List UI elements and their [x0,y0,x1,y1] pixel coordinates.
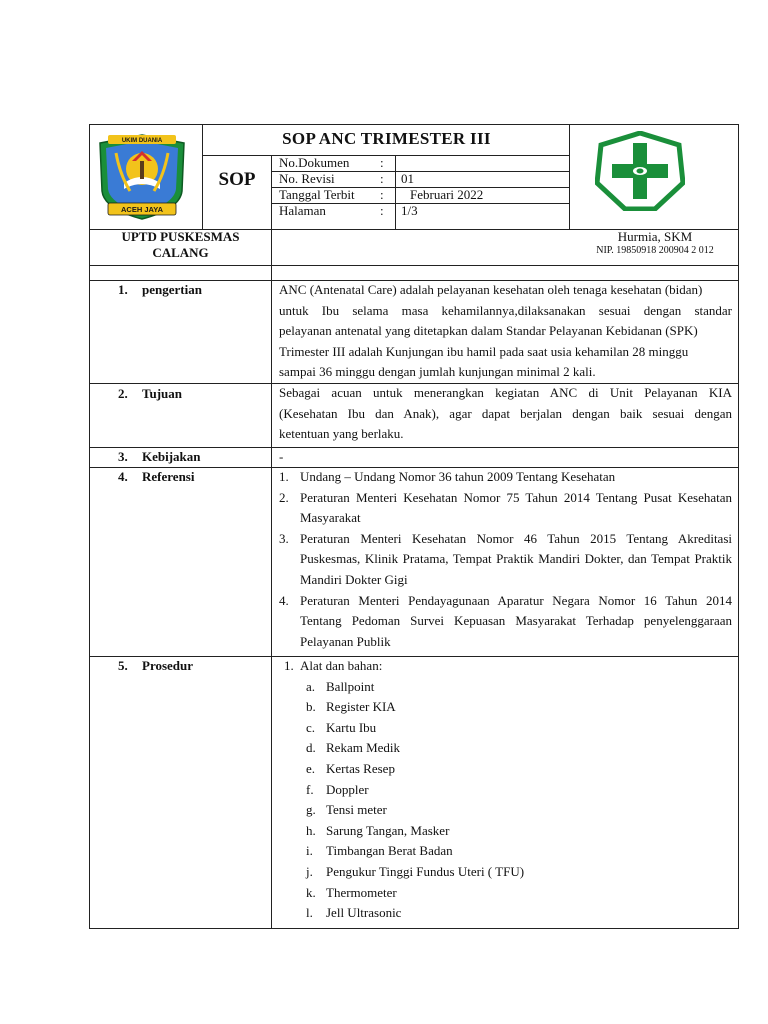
meta-key: No. Revisi [279,171,335,186]
section-label-prosedur [118,657,193,675]
item-letter: g. [306,802,316,818]
item-text: Thermometer [326,884,397,900]
item-text: Tensi meter [326,802,387,818]
procedure-step [279,656,732,677]
section-title: Referensi [142,469,195,484]
section-number: 3. [118,449,128,464]
meta-row-page [271,203,570,219]
unit-name [90,229,271,261]
list-item [279,591,732,653]
item-letter: l. [306,905,313,921]
item-number: 2. [279,489,289,505]
section-number: 2. [118,386,128,401]
item-letter: h. [306,822,316,838]
meta-key: No.Dokumen [279,155,350,170]
item-text: Peraturan Menteri Kesehatan Nomor 46 Tahun 2015 Tentang Akreditasi Puskesmas, Klinik Pratama, Tempat Praktik Mandiri Dokter, dan Tempat Praktik Mandiri Dokter Gigi [300,530,732,587]
step-number: 1. [284,658,294,673]
section-label-tujuan [118,385,182,403]
pengertian-text [279,280,732,383]
item-text: Sarung Tangan, Masker [326,822,450,838]
section-number: 5. [118,658,128,673]
aceh-jaya-logo [94,131,190,221]
item-letter: i. [306,843,313,859]
sop-header-table [89,124,739,266]
item-text: Jell Ultrasonic [326,905,402,921]
item-letter: a. [306,678,316,694]
item-letter: e. [306,760,316,776]
list-item [279,467,732,488]
item-number: 4. [279,592,289,608]
section-number: 4. [118,469,128,484]
item-text: Pengukur Tinggi Fundus Uteri ( TFU) [326,863,525,879]
meta-row-revision [271,171,570,187]
list-item [279,677,732,698]
signer-nip: NIP. 19850918 200904 2 012 [596,245,714,256]
text-line: Trimester III adalah Kunjungan ibu hamil pada saat usia kehamilan 28 minggu [279,343,689,359]
item-text: Timbangan Berat Badan [326,843,453,859]
logo-caption: ACEH JAYA [121,205,163,214]
list-item [279,862,732,883]
text-line: pelayanan antenatal yang ditetapkan dalam Standar Pelayanan Kebidanan (SPK) [279,323,698,339]
item-text: Ballpoint [326,678,375,694]
section-number: 1. [118,282,128,297]
item-text: Peraturan Menteri Pendayagunaan Aparatur Negara Nomor 16 Tahun 2014 Tentang Pedoman Survei Kepuasan Masyarakat Terhadap penyelenggaraan Pelayanan Publik [300,592,732,649]
meta-value: Februari 2022 [410,187,484,202]
item-letter: d. [306,740,316,756]
item-text: Kartu Ibu [326,719,377,735]
text-line: ketentuan yang berlaku. [279,426,404,442]
meta-colon: : [380,171,384,186]
item-text: Doppler [326,781,369,797]
puskesmas-logo [595,131,685,211]
list-item [279,759,732,780]
text-line: sampai 36 minggu dengan jumlah kunjungan minimal 2 kali. [279,364,596,380]
meta-row-doc-number [271,155,570,171]
item-letter: c. [306,719,316,735]
item-number: 3. [279,530,289,546]
prosedur-list [279,656,732,924]
item-text: Peraturan Menteri Kesehatan Nomor 75 Tahun 2014 Tentang Pusat Kesehatan Masyarakat [300,489,732,526]
list-item [279,529,732,591]
text-line: untuk Ibu selama masa kehamilannya,dilaksanakan sesuai dengan standar [279,302,732,318]
section-title: pengertian [142,282,202,297]
meta-colon: : [380,187,384,202]
sop-content-table [89,266,739,929]
list-item [279,903,732,924]
list-item [279,800,732,821]
section-title: Kebijakan [142,449,201,464]
meta-colon: : [380,203,384,218]
unit-name-line1: UPTD PUSKESMAS [121,229,240,244]
item-text: Register KIA [326,699,396,715]
list-item [279,841,732,862]
tujuan-text [279,383,732,445]
text-line: (Kesehatan Ibu dan Anak), agar dapat berjalan dengan baik sesuai dengan [279,405,732,421]
meta-value: 01 [401,171,414,186]
list-item [279,821,732,842]
logo-top-text: UKIM DUANIA [121,138,163,144]
meta-row-issue-date [271,187,570,203]
meta-key: Tanggal Terbit [279,187,355,202]
item-text: Rekam Medik [326,740,401,756]
list-item [279,738,732,759]
text-line: Sebagai acuan untuk menerangkan kegiatan ANC di Unit Pelayanan KIA [279,385,732,400]
section-label-referensi [118,468,194,486]
kebijakan-text: - [279,449,284,464]
list-item [279,697,732,718]
meta-value: 1/3 [401,203,418,218]
section-label-pengertian [118,281,202,299]
section-title: Prosedur [142,658,194,673]
referensi-list [279,467,732,652]
signer-name: Hurmia, SKM [617,229,693,244]
unit-name-line2: CALANG [152,245,209,260]
sop-label: SOP [218,169,256,190]
step-title: Alat dan bahan: [300,658,383,673]
meta-key: Halaman [279,203,326,218]
list-item [279,780,732,801]
section-title: Tujuan [142,386,182,401]
list-item [279,488,732,529]
list-item [279,883,732,904]
item-letter: k. [306,884,316,900]
list-item [279,718,732,739]
divider [271,266,272,928]
item-letter: b. [306,699,316,715]
text-line: ANC (Antenatal Care) adalah pelayanan kesehatan oleh tenaga kesehatan (bidan) [279,282,703,297]
section-label-kebijakan [118,448,201,466]
item-letter: j. [306,863,313,879]
item-text: Kertas Resep [326,760,395,776]
document-title: SOP ANC TRIMESTER III [282,129,491,148]
item-letter: f. [306,781,314,797]
meta-colon: : [380,155,384,170]
item-number: 1. [279,469,289,484]
item-text: Undang – Undang Nomor 36 tahun 2009 Tentang Kesehatan [300,469,616,484]
